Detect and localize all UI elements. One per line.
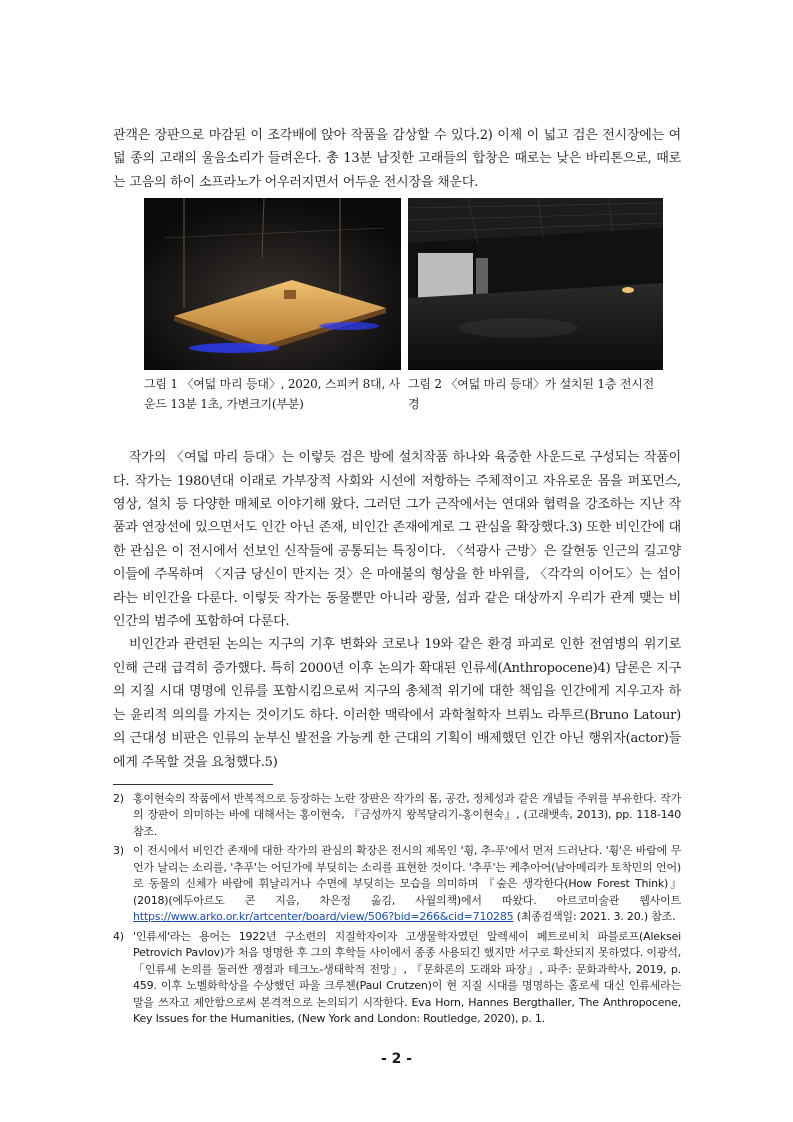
footnote <box>113 791 681 841</box>
footnote-text-container <box>133 843 681 926</box>
body-paragraph: 비인간과 관련된 논의는 지구의 기후 변화와 코로나 19와 같은 환경 파괴로 인한 전염병의 위기로 인해 근래 급격히 증가했다. 특히 2000년 이후 논의가 확대된 인류세(Anthropocene)4) 담론은 지구의 지질 시대 명명에 인류를 포함시킴으로써 지구의 총체적 위기에 대한 책임을 인간에게 지우고자 하는 윤리적 의의를 가지는 것이기도 하다. 이러한 맥락에서 과학철학자 브뤼노 라투르(Bruno Latour)의 근대성 비판은 인류의 눈부신 발전을 가능케 한 근대의 기획이 배제했던 인간 아닌 행위자(actor)들에게 주목할 것을 요청했다.5) <box>113 637 681 770</box>
body-paragraph: 작가의 〈여덟 마리 등대〉는 이렇듯 검은 방에 설치작품 하나와 육중한 사운드로 구성되는 작품이다. 작가는 1980년대 이래로 가부장적 사회와 시선에 저항하는 주체적이고 자유로운 몸을 퍼포먼스, 영상, 설치 등 다양한 매체로 이야기해 왔다. 그러던 그가 근작에서는 연대와 협력을 강조하는 지난 작품과 연장선에 있으면서도 인간 아닌 존재, 비인간 존재에게로 그 관심을 확장했다.3) 또한 비인간에 대한 관심은 이 전시에서 선보인 신작들에 공통되는 특징이다. 〈석광사 근방〉은 갈현동 인근의 길고양이들에 주목하며 〈지금 당신이 만지는 것〉은 마애불의 형상을 한 바위를, 〈각각의 이어도〉는 섬이라는 비인간을 다룬다. 이렇듯 작가는 동물뿐만 아니라 광물, 섬과 같은 대상까지 우리가 관계 맺는 비인간의 범주에 포함하여 다룬다. <box>113 450 681 630</box>
footnote-text: 이 전시에서 비인간 존재에 대한 작가의 관심의 확장은 전시의 제목인 '휭, 추-푸'에서 먼저 드러난다. '휭'은 바람에 무언가 날리는 소리를, '추푸'는 어딘가에 부딪히는 소리를 표현한 것이다. '추푸'는 케추아어(남아메리카 토착민의 언어)로 동물의 신체가 바람에 휘날리거나 수면에 부딪히는 모습을 의미하며 『숲은 생각한다(How Forest Think)』(2018)(에두아르도 콘 지음, 차은정 옮김, 사월의책)에서 따왔다. 아르코미술관 웹사이트 <box>133 844 681 907</box>
footnote-number: 3) <box>113 844 124 858</box>
page-number: - 2 - <box>380 1051 413 1067</box>
figure-2 <box>408 198 663 414</box>
installation-photo-2 <box>408 198 663 370</box>
footnote-number: 2) <box>113 791 124 805</box>
footnote-text: '인류세'라는 용어는 1922년 구소련의 지질학자이자 고생물학자였던 알렉세이 페트로비치 파블로프(Aleksei Petrovich Pavlov)가 처음 명명한 후 그의 후학들 사이에서 종종 사용되긴 했지만 서구로 확산되지 못하였다. 이광석, 「인류세 논의를 둘러싼 쟁점과 테크노-생태학적 전망」, 『문화론의 도래와 파장』, 파주: 문화과학사, 2019, p. 459. 이후 노벨화학상을 수상했던 파울 크루첸(Paul Crutzen)이 현 지질 시대를 명명하는 홀로세 대신 인류세라는 말을 쓰자고 제안함으로써 본격적으로 논의되기 시작한다. Eva Horn, Hannes Bergthaller, The Anthropocene, Key Issues for the Humanities, (New York and London: Routledge, 2020), p. 1. <box>133 929 681 1026</box>
installation-photo-1 <box>144 198 401 370</box>
footnote <box>113 929 681 1028</box>
figure-1-caption: 그림 1 〈여덟 마리 등대〉, 2020, 스피커 8대, 사운드 13분 1초, 가변크기(부분) <box>144 377 401 412</box>
page-content <box>113 124 681 1031</box>
footnote-divider <box>113 784 273 785</box>
footnote-number: 4) <box>113 929 124 943</box>
arko-website-link[interactable]: https://www.arko.or.kr/artcenter/board/view/506?bid=266&cid=710285 <box>133 910 514 924</box>
footnote-text: 홍이현숙의 작품에서 반복적으로 등장하는 노란 장판은 작가의 몸, 공간, 정체성과 같은 개념들 주위를 부유한다. 작가의 장판이 의미하는 바에 대해서는 홍이현숙, 『금성까지 왕복달리기-홍이현숙』, (고래뱃속, 2013), pp. 118-140 참조. <box>133 791 681 838</box>
figure-1 <box>144 198 401 414</box>
figure-2-caption: 그림 2 〈여덟 마리 등대〉가 설치된 1층 전시전경 <box>408 377 655 412</box>
intro-paragraph: 관객은 장판으로 마감된 이 조각배에 앉아 작품을 감상할 수 있다.2) 이제 이 넓고 검은 전시장에는 여덟 종의 고래의 울음소리가 들려온다. 총 13분 남짓한 고래들의 합창은 때로는 낮은 바리톤으로, 때로는 고음의 하이 소프라노가 어우러지면서 어두운 전시장을 채운다. <box>113 128 681 190</box>
footnote-text-tail: (최종검색일: 2021. 3. 20.) 참조. <box>513 910 676 924</box>
footnote <box>113 843 681 926</box>
figure-row <box>113 198 681 446</box>
